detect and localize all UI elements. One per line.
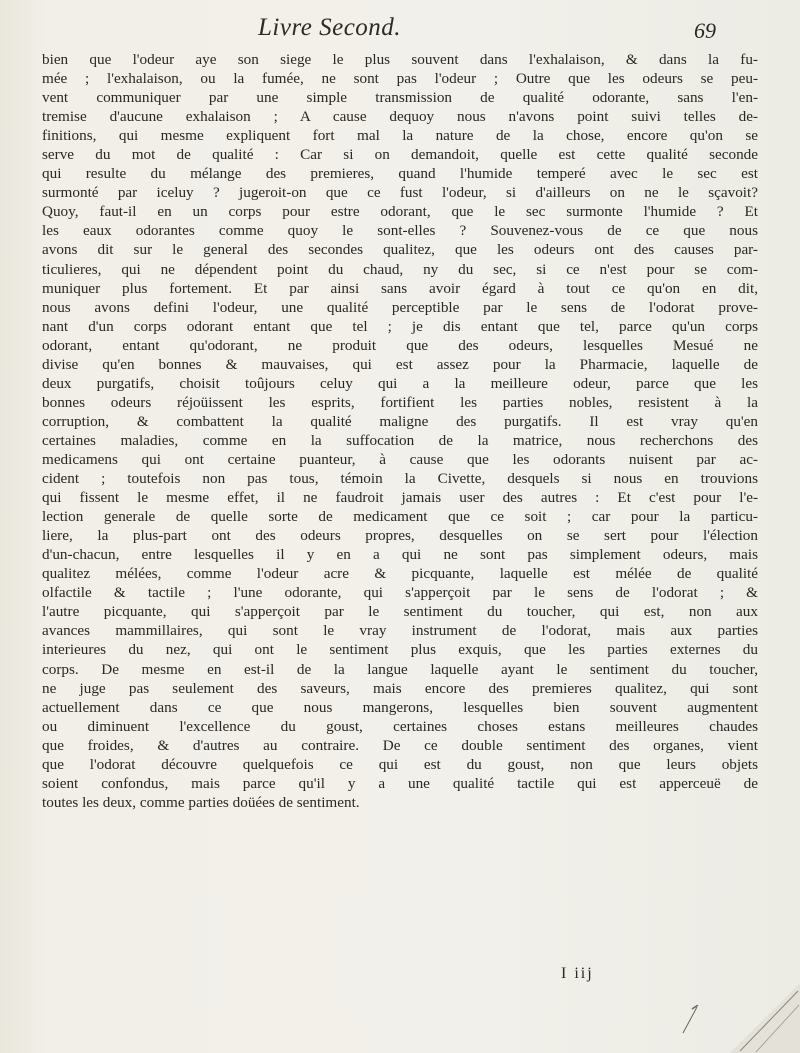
text-line: serve du mot de qualité : Car si on demandoit, quelle est cette qualité seconde	[42, 146, 758, 164]
text-line: medicamens qui ont certaine puanteur, à cause que les odorants nuisent par ac-	[42, 450, 758, 468]
text-line: bonnes odeurs réjoüissent les esprits, fortifient les parties nobles, resistent à la	[42, 393, 758, 411]
text-line: toutes les deux, comme parties doüées de sentiment.	[42, 793, 360, 811]
text-line: les eaux odorantes comme quoy le sont-elles ? Souvenez-vous de ce que nous	[42, 222, 758, 240]
text-line: Quoy, faut-il en un corps pour estre odorant, que le sec surmonte l'humide ? Et	[42, 203, 758, 221]
ink-mark-icon	[680, 1005, 700, 1035]
text-line: muniquer plus fortement. Et par ainsi sans avoir égard à tout ce qu'on en dit,	[42, 279, 758, 297]
page-corner-icon	[720, 983, 800, 1053]
text-line: ticulieres, qui ne dépendent point du chaud, ny du sec, si ce n'est pour se com-	[42, 260, 758, 278]
text-line: tremise d'aucune exhalaison ; A cause dequoy nous n'avons point suivi telles de-	[42, 108, 758, 126]
running-head	[0, 14, 800, 44]
text-line: qui fissent le mesme effet, il ne faudroit jamais user des autres : Et c'est pour l'e-	[42, 489, 758, 507]
running-head-title: Livre Second.	[258, 14, 402, 41]
text-line: que l'odorat découvre quelquefois ce qui est du goust, non que leurs objets	[42, 755, 758, 773]
text-line: l'autre picquante, qui s'apperçoit par le sentiment du toucher, qui est, non aux	[42, 603, 758, 621]
text-line: d'un-chacun, entre lesquelles il y en a qui ne sont pas simplement odeurs, mais	[42, 546, 758, 564]
text-line: nous avons defini l'odeur, une qualité perceptible par le sens de l'odorat prove-	[42, 298, 758, 316]
text-line: certaines maladies, comme en la suffocation de la matrice, nous recherchons des	[42, 431, 758, 449]
text-line: corruption, & combattent la qualité maligne des purgatifs. Il est vray qu'en	[42, 412, 758, 430]
text-line: avances mammillaires, qui sont le vray instrument de l'odorat, mais aux parties	[42, 622, 758, 640]
text-line: deux purgatifs, choisit toûjours celuy qui a la meilleure odeur, parce que les	[42, 374, 758, 392]
text-line: soient confondus, mais parce qu'il y a une qualité tactile qui est apperceuë de	[42, 774, 758, 792]
text-line: cident ; toutefois non pas tous, témoin la Civette, desquels si nous en trouvions	[42, 470, 758, 488]
text-line: corps. De mesme en est-il de la langue laquelle ayant le sentiment du toucher,	[42, 660, 758, 678]
text-line: qui resulte du mélange des premieres, quand l'humide temperé avec le sec est	[42, 165, 758, 183]
text-line: finitions, qui mesme expliquent fort mal la nature de la chose, encore qu'on se	[42, 127, 758, 145]
text-line: olfactile & tactile ; l'une odorante, qui s'apperçoit par le sens de l'odorat ; &	[42, 584, 758, 602]
text-line: lection generale de quelle sorte de medicament que ce soit ; car pour la particu-	[42, 508, 758, 526]
text-line: qualitez mélées, comme l'odeur acre & picquante, laquelle est mélée de qualité	[42, 565, 758, 583]
text-line: vent communiquer par une simple transmission de qualité odorante, sans l'en-	[42, 89, 758, 107]
text-line: surmonté par iceluy ? jugeroit-on que ce fust l'odeur, si d'ailleurs on ne le sçavoit?	[42, 184, 758, 202]
text-line: nant d'un corps odorant entant que tel ; je dis entant que tel, parce qu'un corps	[42, 317, 758, 335]
text-line: ne juge pas seulement des saveurs, mais encore des premieres qualitez, qui sont	[42, 679, 758, 697]
text-line: bien que l'odeur aye son siege le plus souvent dans l'exhalaison, & dans la fu-	[42, 51, 758, 68]
text-line: interieures du nez, qui ont le sentiment plus exquis, que les parties externes du	[42, 641, 758, 659]
text-line: mée ; l'exhalaison, ou la fumée, ne sont pas l'odeur ; Outre que les odeurs se peu-	[42, 70, 758, 88]
text-line: liere, la plus-part ont des odeurs propres, desquelles on se sert pour l'élection	[42, 527, 758, 545]
text-line: divise qu'en bonnes & mauvaises, qui est assez pour la Pharmacie, laquelle de	[42, 355, 758, 373]
text-line: que froides, & d'autres au contraire. De ce double sentiment des organes, vient	[42, 736, 758, 754]
page-number: 69	[694, 18, 716, 43]
signature-mark: I iij	[561, 965, 594, 982]
text-line: ou diminuent l'excellence du goust, certaines choses estans meilleures chaudes	[42, 717, 758, 735]
body-text	[42, 50, 758, 812]
text-line: actuellement dans ce que nous mangerons, lesquelles bien souvent augmentent	[42, 698, 758, 716]
text-line: odorant, entant qu'odorant, ne produit que des odeurs, lesquelles Mesué ne	[42, 336, 758, 354]
text-line: avons dit sur le general des secondes qualitez, que les odeurs ont des causes par-	[42, 241, 758, 259]
